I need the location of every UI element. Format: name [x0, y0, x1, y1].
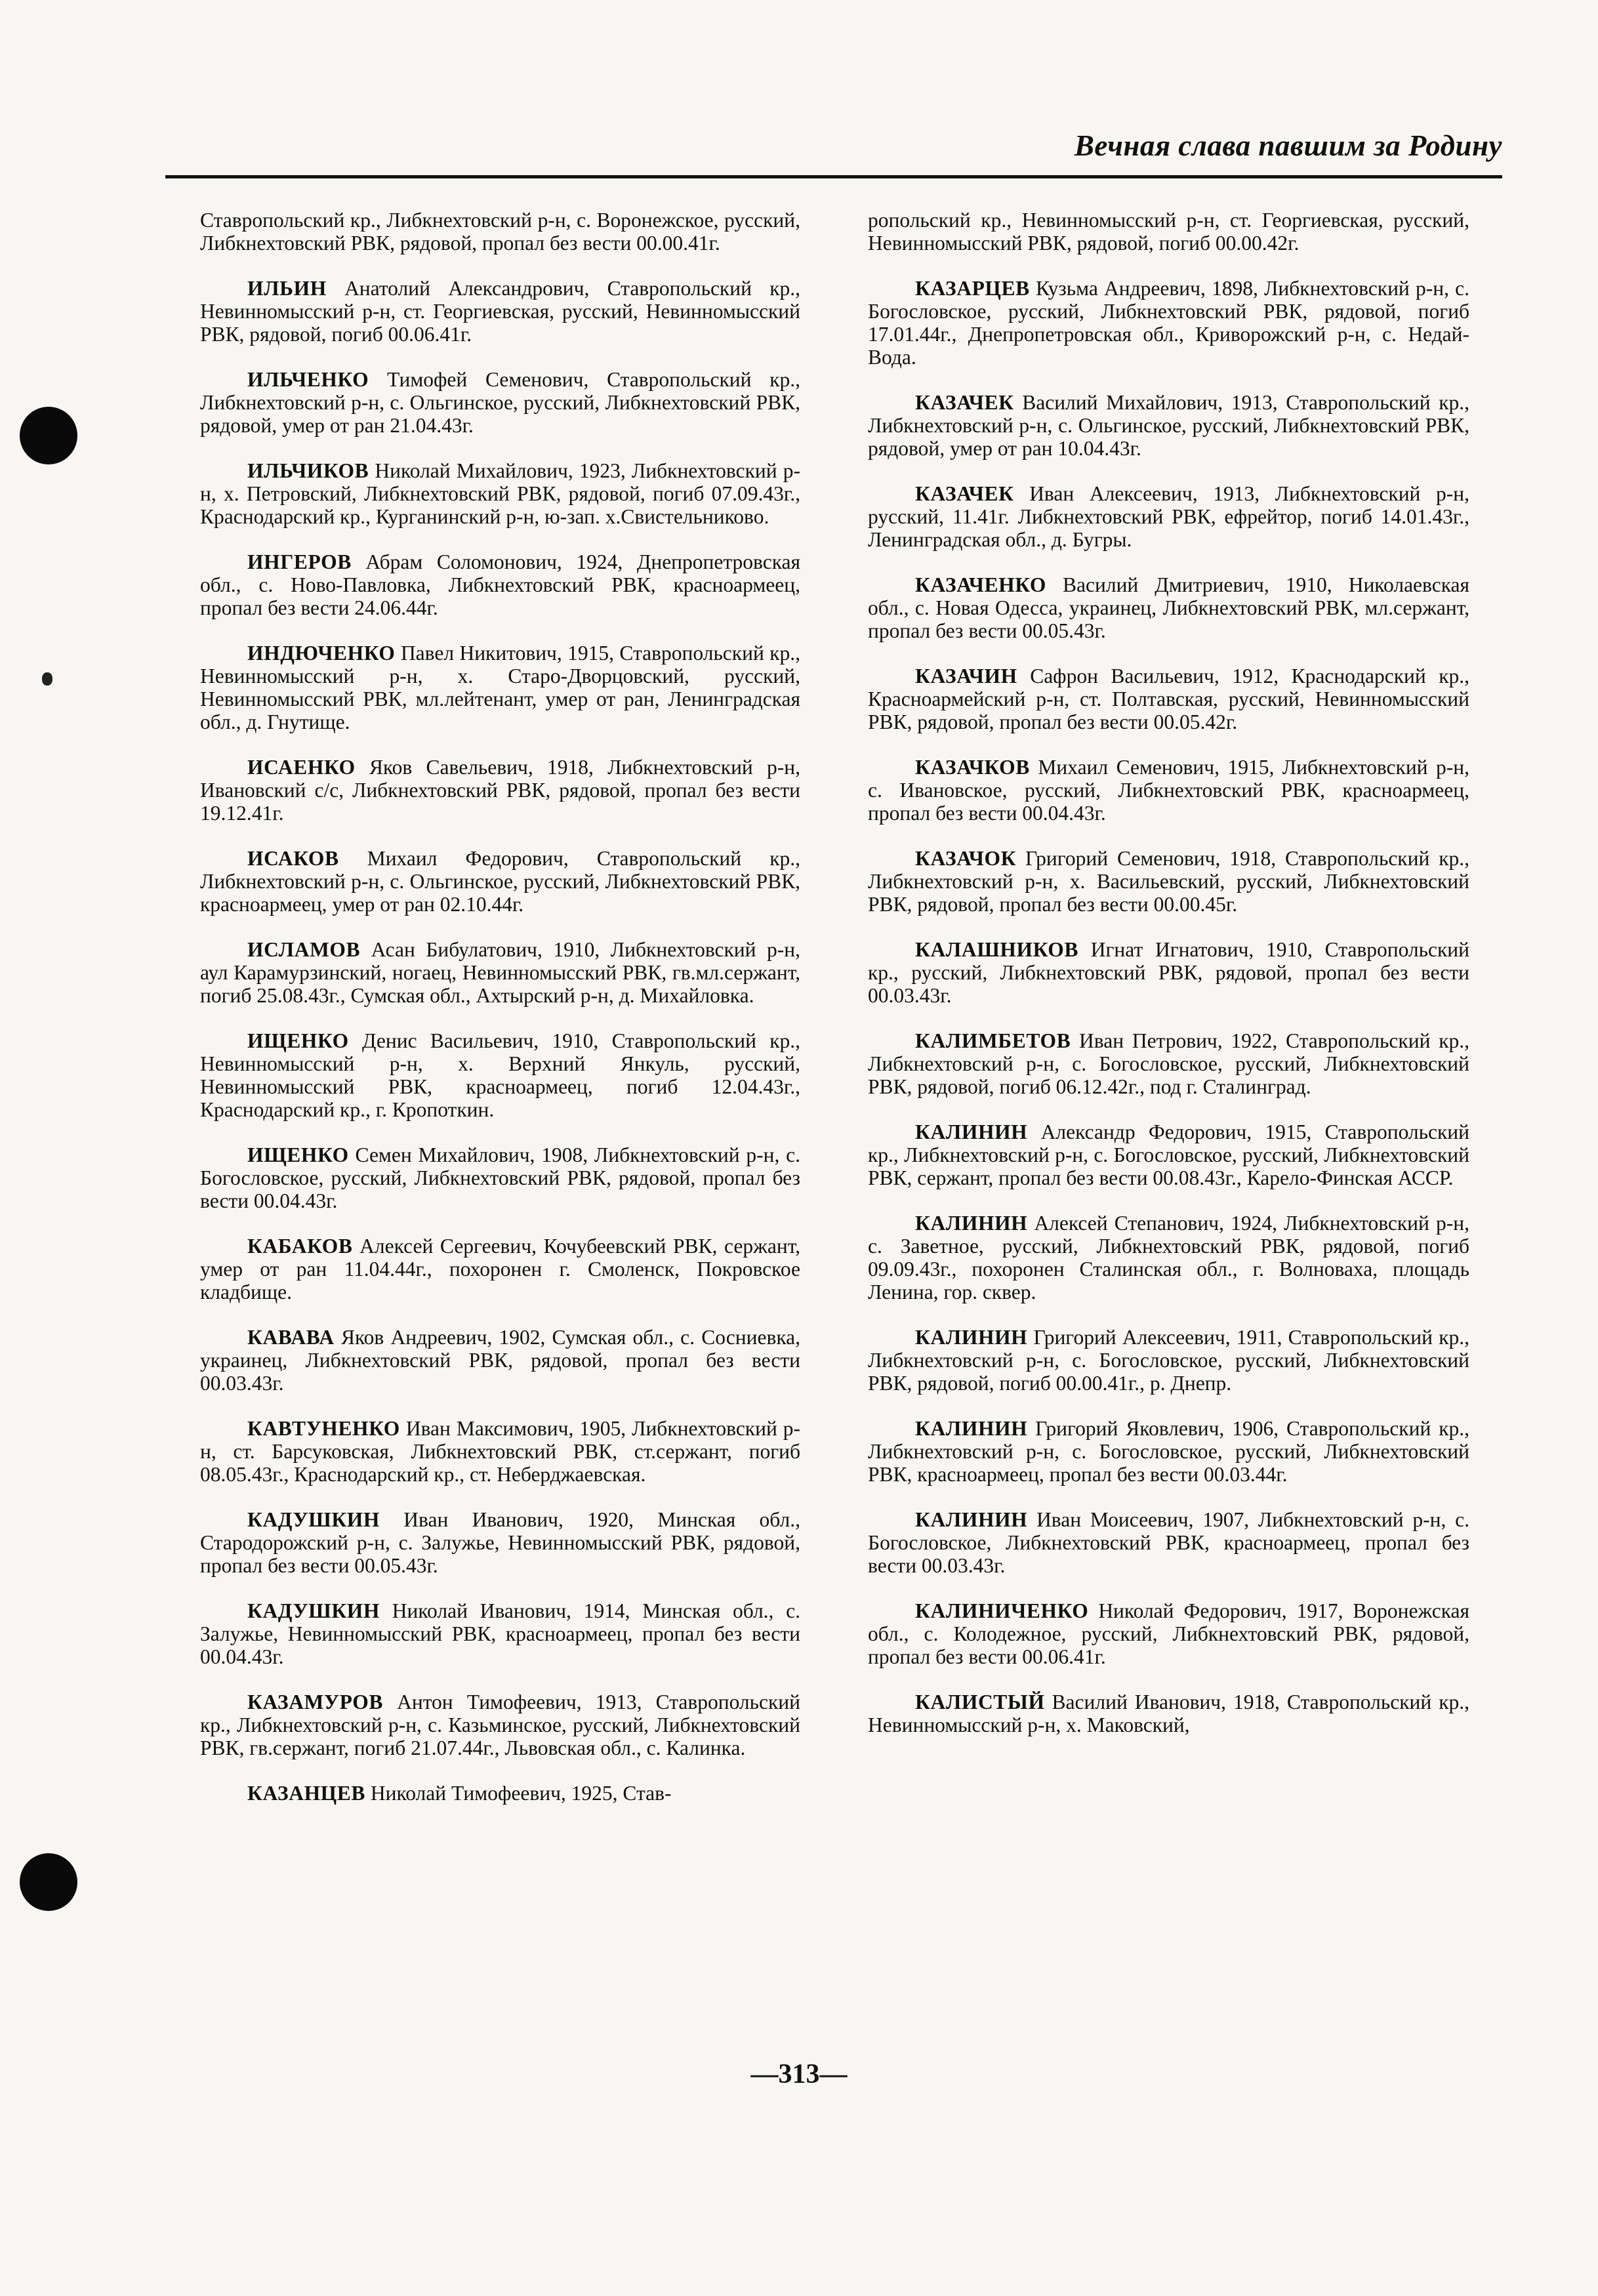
register-entry [868, 1599, 1469, 1668]
register-entry [868, 1212, 1469, 1303]
register-entry [200, 1782, 800, 1805]
binder-hole-top [20, 407, 77, 464]
register-entry [868, 573, 1469, 642]
register-entry [868, 1417, 1469, 1486]
entry-details: Николай Тимофеевич, 1925, Став- [370, 1782, 672, 1805]
entry-details: Ставропольский кр., Либкнехтовский р-н, с. Воронежское, русский, Либкнехтовский РВК, рядовой, пропал без вести 00.00.41г. [200, 209, 800, 255]
surname: ИЛЬИН [247, 277, 327, 300]
surname: ИСАКОВ [247, 847, 339, 870]
surname: КАЗАЧЕК [915, 482, 1014, 505]
entry-details: Алексей Степанович, 1924, Либкнехтовский р-н, с. Заветное, русский, Либкнехтовский РВК, рядовой, погиб 09.09.43г., похоронен Сталинская обл., г. Волноваха, площадь Ленина, гор. сквер. [868, 1212, 1469, 1303]
entry-details: Яков Андреевич, 1902, Сумская обл., с. Сосниевка, украинец, Либкнехтовский РВК, рядовой, пропал без вести 00.03.43г. [200, 1326, 801, 1395]
surname: ИЛЬЧЕНКО [247, 368, 369, 391]
surname: ИЩЕНКО [247, 1029, 349, 1052]
surname: КАЛИНИН [915, 1120, 1028, 1143]
surname: КАЛИНИН [915, 1417, 1028, 1440]
surname: КАБАКОВ [247, 1235, 353, 1258]
register-entry [200, 1599, 800, 1668]
surname: КАЛИНИЧЕНКО [915, 1599, 1089, 1622]
register-entry [868, 209, 1469, 255]
entry-details: Анатолий Александрович, Ставропольский кр., Невинномысский р-н, ст. Георгиевская, русский, Невинномысский РВК, рядовой, погиб 00.06.41г. [200, 277, 800, 346]
entry-details: Иван Максимович, 1905, Либкнехтовский р-н, ст. Барсуковская, Либкнехтовский РВК, ст.сержант, погиб 08.05.43г., Краснодарский кр., ст. Неберджаевская. [200, 1417, 801, 1486]
register-entry [200, 642, 800, 733]
entry-details: Василий Михайлович, 1913, Ставропольский кр., Либкнехтовский р-н, с. Ольгинское, русский, Либкнехтовский РВК, рядовой, умер от ран 10.04.43г. [868, 391, 1470, 460]
register-entry [200, 756, 800, 825]
surname: КАЛИСТЫЙ [915, 1691, 1045, 1713]
entry-details: Василий Иванович, 1918, Ставропольский кр., Невинномысский р-н, х. Маковский, [868, 1691, 1469, 1736]
surname: КАЗАРЦЕВ [915, 277, 1030, 300]
entry-details: Антон Тимофеевич, 1913, Ставропольский кр., Либкнехтовский р-н, с. Казьминское, русский, Либкнехтовский РВК, гв.сержант, погиб 21.07.44г., Львовская обл., с. Калинка. [200, 1691, 800, 1759]
surname: КАДУШКИН [247, 1508, 380, 1531]
entry-details: Александр Федорович, 1915, Ставропольский кр., Либкнехтовский р-н, с. Богословское, русский, Либкнехтовский РВК, сержант, пропал без вести 00.08.43г., Карело-Финская АССР. [868, 1120, 1469, 1189]
entry-details: Николай Михайлович, 1923, Либкнехтовский р-н, х. Петровский, Либкнехтовский РВК, рядовой, погиб 07.09.43г., Краснодарский кр., Курганинский р-н, ю-зап. х.Свистельниково. [200, 459, 801, 528]
register-entry [200, 1029, 800, 1121]
register-entry [200, 1143, 800, 1212]
entry-details: Николай Федорович, 1917, Воронежская обл., с. Колодежное, русский, Либкнехтовский РВК, рядовой, пропал без вести 00.06.41г. [868, 1599, 1469, 1668]
surname: КАЛИНИН [915, 1212, 1028, 1235]
entry-details: Тимофей Семенович, Ставропольский кр., Либкнехтовский р-н, с. Ольгинское, русский, Либкнехтовский РВК, рядовой, умер от ран 21.04.43г. [200, 368, 801, 437]
entry-details: Алексей Сергеевич, Кочубеевский РВК, сержант, умер от ран 11.04.44г., похоронен г. Смоленск, Покровское кладбище. [200, 1235, 801, 1303]
register-entry [868, 847, 1469, 916]
surname: ИНГЕРОВ [247, 550, 352, 573]
entry-details: Григорий Семенович, 1918, Ставропольский кр., Либкнехтовский р-н, х. Васильевский, русский, Либкнехтовский РВК, рядовой, пропал без вести 00.00.45г. [868, 847, 1469, 916]
running-title: Вечная слава павшим за Родину [1074, 129, 1502, 162]
surname: КАЗАЧКОВ [915, 756, 1030, 779]
right-column [868, 209, 1469, 1759]
entry-details: Игнат Игнатович, 1910, Ставропольский кр., русский, Либкнехтовский РВК, рядовой, пропал без вести 00.03.43г. [868, 938, 1469, 1007]
entry-details: Кузьма Андреевич, 1898, Либкнехтовский р-н, с. Богословское, русский, Либкнехтовский РВК, рядовой, погиб 17.01.44г., Днепропетровская обл., Криворожский р-н, с. Недай-Вода. [868, 277, 1469, 369]
surname: КАЛИМБЕТОВ [915, 1029, 1071, 1052]
register-entry [868, 1691, 1469, 1736]
surname: КАЗАЧОК [915, 847, 1017, 870]
register-entry [200, 1508, 800, 1577]
register-entry [200, 459, 800, 528]
entry-details: Николай Иванович, 1914, Минская обл., с. Залужье, Невинномысский РВК, красноармеец, пропал без вести 00.04.43г. [200, 1599, 801, 1668]
surname: КАВТУНЕНКО [247, 1417, 400, 1440]
surname: ИСЛАМОВ [247, 938, 361, 961]
register-entry [868, 391, 1469, 460]
left-column [200, 209, 800, 1827]
surname: ИЩЕНКО [247, 1143, 349, 1166]
entry-details: Иван Петрович, 1922, Ставропольский кр., Либкнехтовский р-н, с. Богословское, русский, Либкнехтовский РВК, рядовой, погиб 06.12.42г., под г. Сталинград. [868, 1029, 1469, 1098]
entry-details: ропольский кр., Невинномысский р-н, ст. Георгиевская, русский, Невинномысский РВК, рядовой, погиб 00.00.42г. [868, 209, 1469, 255]
surname: КАДУШКИН [247, 1599, 380, 1622]
surname: КАЗАМУРОВ [247, 1691, 383, 1713]
header-rule [165, 175, 1502, 178]
entry-details: Григорий Яковлевич, 1906, Ставропольский кр., Либкнехтовский р-н, с. Богословское, русский, Либкнехтовский РВК, красноармеец, пропал без вести 00.03.44г. [868, 1417, 1470, 1486]
entry-details: Абрам Соломонович, 1924, Днепропетровская обл., с. Ново-Павловка, Либкнехтовский РВК, красноармеец, пропал без вести 24.06.44г. [200, 550, 800, 619]
register-entry [868, 938, 1469, 1007]
register-entry [868, 1120, 1469, 1189]
register-entry [868, 1029, 1469, 1098]
entry-details: Михаил Федорович, Ставропольский кр., Либкнехтовский р-н, с. Ольгинское, русский, Либкнехтовский РВК, красноармеец, умер от ран 02.10.44г. [200, 847, 801, 916]
register-entry [868, 756, 1469, 825]
surname: КАЗАЧИН [915, 665, 1017, 687]
entry-details: Павел Никитович, 1915, Ставропольский кр., Невинномысский р-н, х. Старо-Дворцовский, русский, Невинномысский РВК, мл.лейтенант, умер от ран, Ленинградская обл., д. Гнутище. [200, 642, 801, 733]
register-entry [868, 665, 1469, 733]
register-entry [868, 277, 1469, 369]
punch-mark [42, 672, 52, 686]
register-entry [200, 1691, 800, 1759]
surname: ИСАЕНКО [247, 756, 356, 779]
entry-details: Григорий Алексеевич, 1911, Ставропольский кр., Либкнехтовский р-н, с. Богословское, русский, Либкнехтовский РВК, рядовой, погиб 00.00.41г., р. Днепр. [868, 1326, 1469, 1395]
entry-details: Семен Михайлович, 1908, Либкнехтовский р-н, с. Богословское, русский, Либкнехтовский РВК, рядовой, пропал без вести 00.04.43г. [200, 1143, 800, 1212]
entry-details: Яков Савельевич, 1918, Либкнехтовский р-н, Ивановский с/с, Либкнехтовский РВК, рядовой, пропал без вести 19.12.41г. [200, 756, 801, 825]
surname: КАЛИНИН [915, 1508, 1028, 1531]
entry-details: Михаил Семенович, 1915, Либкнехтовский р-н, с. Ивановское, русский, Либкнехтовский РВК, красноармеец, пропал без вести 00.04.43г. [868, 756, 1469, 825]
binder-hole-bottom [20, 1853, 77, 1911]
register-entry [200, 277, 800, 346]
surname: КАЗАЧЕНКО [915, 573, 1046, 596]
surname: КАВАВА [247, 1326, 335, 1349]
page-number: —313— [750, 2059, 848, 2089]
surname: ИНДЮЧЕНКО [247, 642, 396, 665]
register-entry [200, 847, 800, 916]
entry-details: Иван Иванович, 1920, Минская обл., Стародорожский р-н, с. Залужье, Невинномысский РВК, рядовой, пропал без вести 00.05.43г. [200, 1508, 800, 1577]
surname: КАЛИНИН [915, 1326, 1028, 1349]
register-entry [200, 550, 800, 619]
register-entry [200, 938, 800, 1007]
entry-details: Иван Моисеевич, 1907, Либкнехтовский р-н, с. Богословское, Либкнехтовский РВК, красноармеец, пропал без вести 00.03.43г. [868, 1508, 1470, 1577]
entry-details: Сафрон Васильевич, 1912, Краснодарский кр., Красноармейский р-н, ст. Полтавская, русский, Невинномысский РВК, рядовой, пропал без вести 00.05.42г. [868, 665, 1470, 733]
surname: КАЗАЧЕК [915, 391, 1014, 414]
register-entry [200, 1235, 800, 1303]
entry-details: Василий Дмитриевич, 1910, Николаевская обл., с. Новая Одесса, украинец, Либкнехтовский РВК, мл.сержант, пропал без вести 00.05.43г. [868, 573, 1469, 642]
entry-details: Асан Бибулатович, 1910, Либкнехтовский р-н, аул Карамурзинский, ногаец, Невинномысский РВК, гв.мл.сержант, погиб 25.08.43г., Сумская обл., Ахтырский р-н, д. Михайловка. [200, 938, 800, 1007]
register-entry [200, 368, 800, 437]
surname: КАЛАШНИКОВ [915, 938, 1078, 961]
register-entry [200, 1326, 800, 1395]
register-entry [868, 1326, 1469, 1395]
register-entry [200, 1417, 800, 1486]
register-entry [200, 209, 800, 255]
entry-details: Денис Васильевич, 1910, Ставропольский кр., Невинномысский р-н, х. Верхний Янкуль, русский, Невинномысский РВК, красноармеец, погиб 12.04.43г., Краснодарский кр., г. Кропоткин. [200, 1029, 801, 1121]
surname: КАЗАНЦЕВ [247, 1782, 366, 1805]
entry-details: Иван Алексеевич, 1913, Либкнехтовский р-н, русский, 11.41г. Либкнехтовский РВК, ефрейтор, погиб 14.01.43г., Ленинградская обл., д. Бугры. [868, 482, 1469, 551]
surname: ИЛЬЧИКОВ [247, 459, 369, 482]
register-entry [868, 1508, 1469, 1577]
register-entry [868, 482, 1469, 551]
